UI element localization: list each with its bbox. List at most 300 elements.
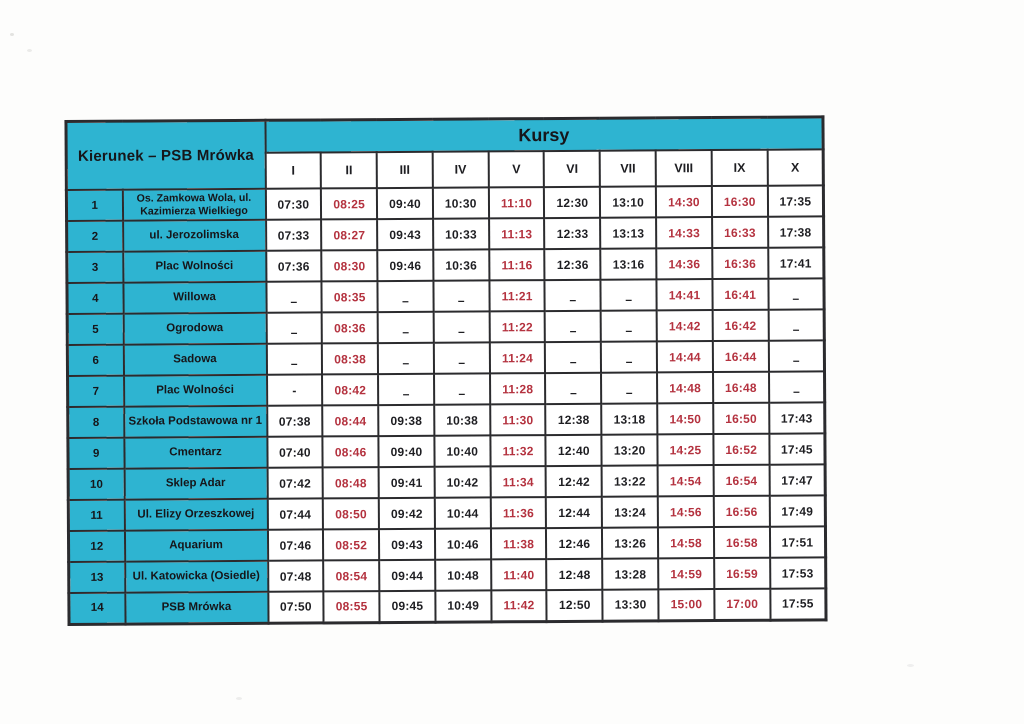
departure-time: 12:44 — [558, 505, 591, 520]
departure-time: 17:49 — [781, 503, 814, 519]
timetable-container — [64, 115, 827, 625]
time-cell — [267, 405, 323, 436]
time-cell — [714, 496, 770, 527]
time-cell — [714, 558, 770, 589]
departure-time: 13:24 — [614, 504, 646, 520]
time-cell — [267, 498, 323, 529]
no-service-cell — [545, 311, 601, 342]
time-cell — [768, 216, 824, 247]
no-service-dash: – — [402, 324, 410, 339]
departure-time: 13:18 — [613, 411, 646, 427]
time-cell — [435, 528, 491, 559]
no-service-dash: – — [402, 355, 410, 370]
time-cell — [321, 188, 377, 219]
no-service-cell — [601, 310, 657, 341]
no-service-dash: – — [569, 354, 577, 369]
table-row — [67, 340, 824, 376]
time-cell — [377, 188, 433, 219]
no-service-cell — [378, 312, 434, 343]
no-service-cell — [433, 280, 489, 311]
departure-time: 14:58 — [670, 535, 702, 550]
departure-time: 12:50 — [558, 598, 591, 613]
departure-time: 09:45 — [391, 599, 424, 614]
time-cell — [321, 219, 377, 250]
departure-time: 16:48 — [724, 380, 757, 395]
departure-time: 17:43 — [780, 410, 813, 426]
stop-name-cell: Os. Zamkowa Wola, ul. Kazimierza Wielkiego — [122, 189, 265, 221]
departure-time: 14:48 — [669, 380, 701, 395]
time-cell — [601, 403, 657, 434]
row-number-cell: 10 — [68, 469, 124, 500]
time-cell — [713, 434, 769, 465]
departure-time: 09:40 — [390, 444, 423, 459]
time-cell — [435, 559, 491, 590]
departure-time: 13:16 — [612, 256, 645, 272]
kursy-header-cell: Kursy — [265, 117, 823, 153]
no-service-cell — [266, 281, 322, 312]
time-cell — [544, 187, 600, 218]
no-service-cell — [266, 312, 322, 343]
no-service-cell — [266, 343, 322, 374]
stop-name-cell: Plac Wolności — [124, 375, 267, 407]
departure-time: 11:24 — [501, 350, 534, 365]
departure-time: 10:38 — [446, 412, 478, 428]
table-row — [68, 495, 825, 531]
time-cell — [713, 341, 769, 372]
column-header-VII: VII — [600, 150, 656, 186]
departure-time: 14:36 — [668, 256, 701, 271]
no-service-cell — [768, 278, 824, 309]
departure-time: 07:42 — [279, 476, 311, 491]
no-service-dash: – — [793, 384, 800, 399]
no-service-cell — [434, 373, 490, 404]
departure-time: 10:48 — [447, 567, 479, 583]
stop-name-cell: Sadowa — [123, 344, 266, 376]
departure-time: 16:58 — [725, 535, 758, 550]
time-cell — [489, 218, 545, 249]
departure-time: 16:44 — [724, 349, 757, 364]
table-row — [66, 185, 823, 221]
departure-time: 09:41 — [390, 475, 423, 490]
table-row — [68, 371, 825, 407]
departure-time: 11:13 — [501, 226, 533, 241]
departure-time: 16:33 — [724, 225, 756, 240]
table-row — [69, 557, 826, 593]
no-service-cell — [768, 340, 824, 371]
no-service-dash: – — [625, 323, 633, 338]
time-cell — [489, 249, 545, 280]
stop-name-cell: Cmentarz — [124, 437, 267, 469]
time-cell — [770, 557, 826, 588]
departure-time: 13:22 — [613, 473, 646, 489]
departure-time: 17:41 — [779, 255, 812, 271]
row-number-cell: 11 — [68, 500, 124, 531]
departure-time: 09:38 — [390, 413, 423, 428]
departure-time: 07:40 — [278, 445, 311, 460]
departure-time: 08:42 — [334, 382, 367, 397]
departure-time: 17:47 — [781, 472, 813, 488]
departure-time: 11:34 — [502, 474, 534, 489]
time-cell — [324, 591, 380, 622]
time-cell — [378, 405, 434, 436]
no-service-dash: – — [402, 293, 410, 308]
departure-time: 09:40 — [389, 196, 421, 211]
departure-time: 14:30 — [668, 194, 700, 209]
time-cell — [491, 559, 547, 590]
scan-speck — [236, 697, 242, 700]
departure-time: 16:59 — [726, 566, 758, 581]
departure-time: 13:20 — [613, 442, 646, 458]
time-cell — [770, 526, 826, 557]
departure-time: 08:55 — [335, 599, 368, 614]
departure-time: 07:46 — [279, 538, 312, 553]
time-cell — [322, 281, 378, 312]
departure-time: 07:48 — [279, 569, 312, 584]
table-row — [69, 588, 826, 624]
departure-time: 10:33 — [445, 226, 477, 242]
departure-time: 08:25 — [333, 196, 366, 211]
no-service-dash: – — [290, 356, 298, 371]
no-service-cell — [378, 374, 434, 405]
departure-time: 14:59 — [670, 566, 703, 581]
time-cell — [712, 217, 768, 248]
departure-time: 16:56 — [725, 504, 758, 519]
time-cell — [433, 187, 489, 218]
time-cell — [322, 374, 378, 405]
departure-time: 12:38 — [557, 412, 590, 427]
time-cell — [379, 467, 435, 498]
departure-time: 09:46 — [389, 258, 422, 273]
no-service-dash: – — [625, 292, 633, 307]
departure-time: 16:52 — [725, 442, 758, 457]
time-cell — [602, 496, 658, 527]
direction-header-cell: Kierunek – PSB Mrówka — [66, 120, 265, 190]
column-header-VI: VI — [544, 151, 600, 187]
header-row-top — [66, 117, 823, 154]
no-service-dash: – — [792, 322, 800, 337]
no-service-dash: – — [570, 385, 577, 400]
time-cell — [546, 528, 602, 559]
column-header-I: I — [265, 152, 321, 188]
time-cell — [713, 403, 769, 434]
row-number-cell: 12 — [68, 531, 124, 562]
departure-time: 11:40 — [503, 567, 535, 582]
departure-time: 11:38 — [503, 536, 535, 551]
departure-time: 16:41 — [724, 287, 757, 302]
departure-time: 10:30 — [444, 195, 477, 211]
departure-time: 08:48 — [334, 475, 367, 490]
departure-time: 10:49 — [447, 598, 480, 613]
time-cell — [435, 497, 491, 528]
time-cell — [657, 372, 713, 403]
departure-time: 17:38 — [779, 224, 812, 240]
time-cell — [490, 342, 546, 373]
time-cell — [656, 186, 712, 217]
departure-time: 11:22 — [501, 319, 533, 334]
departure-time: 10:40 — [446, 443, 479, 459]
no-service-dash: – — [458, 324, 466, 339]
time-cell — [657, 341, 713, 372]
no-service-cell — [601, 279, 657, 310]
departure-time: 09:44 — [391, 568, 424, 583]
time-cell — [490, 497, 546, 528]
departure-time: 12:46 — [558, 536, 591, 551]
time-cell — [323, 498, 379, 529]
departure-time: 13:30 — [614, 597, 647, 612]
departure-time: 16:42 — [724, 318, 757, 333]
table-row — [67, 216, 824, 252]
departure-time: 14:33 — [668, 225, 701, 240]
no-service-cell — [769, 371, 825, 402]
departure-time: 10:36 — [445, 257, 478, 273]
time-cell — [435, 590, 491, 621]
stop-name-cell: Ul. Elizy Orzeszkowej — [124, 499, 267, 531]
departure-time: 08:30 — [333, 258, 366, 273]
departure-time: 08:36 — [334, 320, 366, 335]
time-cell — [714, 527, 770, 558]
time-cell — [545, 218, 601, 249]
time-cell — [657, 279, 713, 310]
departure-time: 13:10 — [612, 194, 645, 210]
departure-time: 13:13 — [612, 225, 645, 241]
time-cell — [657, 310, 713, 341]
row-number-cell: 6 — [67, 345, 123, 376]
time-cell — [603, 589, 659, 620]
row-number-cell: 1 — [66, 190, 122, 221]
time-cell — [546, 404, 602, 435]
time-cell — [267, 436, 323, 467]
no-service-cell — [601, 372, 657, 403]
table-row — [67, 278, 824, 314]
no-service-dash: – — [792, 291, 800, 306]
scan-speck — [10, 33, 14, 36]
time-cell — [602, 527, 658, 558]
scan-speck — [27, 49, 32, 52]
departure-time: 09:42 — [390, 506, 423, 521]
departure-time: 17:35 — [779, 193, 812, 209]
no-service-cell — [434, 342, 490, 373]
time-cell — [489, 311, 545, 342]
no-service-cell — [434, 311, 490, 342]
time-cell — [379, 560, 435, 591]
time-cell — [657, 403, 713, 434]
time-cell — [267, 529, 323, 560]
departure-time: 07:36 — [277, 259, 310, 274]
time-cell — [600, 217, 656, 248]
departure-time: 11:32 — [502, 443, 534, 458]
no-service-cell — [545, 342, 601, 373]
time-cell — [491, 590, 547, 621]
no-service-dash: – — [402, 386, 410, 401]
departure-time: 12:33 — [556, 226, 589, 241]
no-service-dash: – — [569, 292, 577, 307]
stop-name-cell: Plac Wolności — [123, 251, 266, 283]
time-cell — [546, 466, 602, 497]
no-service-dash: - — [292, 383, 297, 398]
time-cell — [714, 589, 770, 620]
row-number-cell: 5 — [67, 314, 123, 345]
time-cell — [658, 589, 714, 620]
departure-time: 17:00 — [726, 597, 759, 612]
no-service-dash: – — [290, 294, 298, 309]
column-header-V: V — [488, 151, 544, 187]
time-cell — [768, 247, 824, 278]
departure-time: 17:45 — [780, 441, 813, 457]
table-row — [68, 526, 825, 562]
time-cell — [656, 217, 712, 248]
time-cell — [713, 465, 769, 496]
no-service-dash: – — [458, 355, 466, 370]
time-cell — [266, 250, 322, 281]
time-cell — [323, 405, 379, 436]
stop-name-cell: ul. Jerozolimska — [123, 220, 266, 252]
departure-time: 12:30 — [556, 195, 589, 210]
departure-time: 11:21 — [501, 288, 533, 303]
row-number-cell: 3 — [67, 252, 123, 283]
departure-time: 07:38 — [278, 414, 311, 429]
departure-time: 13:28 — [614, 566, 647, 582]
departure-time: 12:42 — [558, 474, 590, 489]
time-cell — [322, 343, 378, 374]
time-cell — [489, 280, 545, 311]
departure-time: 11:16 — [501, 257, 533, 272]
time-cell — [545, 249, 601, 280]
time-cell — [434, 435, 490, 466]
departure-time: 08:35 — [333, 289, 366, 304]
table-row — [68, 464, 825, 500]
no-service-cell — [378, 343, 434, 374]
time-cell — [770, 588, 826, 619]
column-header-VIII: VIII — [656, 150, 712, 186]
departure-time: 11:28 — [502, 381, 534, 396]
departure-time: 11:42 — [503, 598, 535, 613]
time-cell — [377, 250, 433, 281]
departure-time: 11:10 — [500, 195, 533, 210]
time-cell — [491, 528, 547, 559]
departure-time: 16:30 — [723, 194, 756, 209]
scan-speck — [907, 664, 914, 667]
stop-name-cell: Aquarium — [124, 530, 267, 562]
column-header-X: X — [767, 149, 823, 185]
departure-time: 12:48 — [558, 567, 591, 582]
departure-time: 14:41 — [668, 287, 701, 302]
time-cell — [602, 465, 658, 496]
time-cell — [377, 219, 433, 250]
time-cell — [379, 529, 435, 560]
time-cell — [602, 558, 658, 589]
row-number-cell: 9 — [68, 438, 124, 469]
time-cell — [379, 498, 435, 529]
departure-time: 12:36 — [556, 257, 589, 272]
departure-time: 16:36 — [724, 256, 757, 271]
departure-time: 10:44 — [446, 505, 479, 521]
time-cell — [546, 497, 602, 528]
time-cell — [713, 372, 769, 403]
stop-name-cell: Willowa — [123, 282, 266, 314]
time-cell — [712, 186, 768, 217]
time-cell — [768, 185, 824, 216]
no-service-dash: – — [457, 293, 465, 308]
time-cell — [769, 402, 825, 433]
stop-name-cell: Szkoła Podstawowa nr 1 — [124, 406, 267, 438]
no-service-cell — [378, 281, 434, 312]
bus-timetable — [64, 115, 827, 625]
time-cell — [323, 467, 379, 498]
departure-time: 10:42 — [446, 474, 479, 490]
time-cell — [489, 187, 545, 218]
time-cell — [323, 436, 379, 467]
departure-time: 07:33 — [277, 228, 310, 243]
departure-time: 17:53 — [781, 565, 814, 581]
departure-time: 08:54 — [335, 568, 368, 583]
time-cell — [656, 248, 712, 279]
time-cell — [546, 435, 602, 466]
row-number-cell: 2 — [67, 221, 123, 252]
time-cell — [547, 590, 603, 621]
departure-time: 14:56 — [669, 504, 702, 519]
departure-time: 17:55 — [781, 596, 814, 611]
departure-time: 08:44 — [334, 413, 367, 428]
row-number-cell: 13 — [69, 562, 125, 593]
table-row — [67, 247, 824, 283]
stop-name-cell: PSB Mrówka — [125, 592, 268, 624]
time-cell — [658, 527, 714, 558]
time-cell — [434, 404, 490, 435]
time-cell — [433, 218, 489, 249]
time-cell — [490, 404, 546, 435]
departure-time: 15:00 — [670, 597, 703, 612]
departure-time: 07:30 — [277, 197, 310, 212]
time-cell — [268, 591, 324, 622]
departure-time: 08:50 — [335, 506, 367, 521]
departure-time: 08:27 — [333, 227, 366, 242]
time-cell — [265, 188, 321, 219]
departure-time: 17:51 — [781, 534, 814, 550]
time-cell — [323, 560, 379, 591]
departure-time: 09:43 — [391, 537, 423, 552]
no-service-dash: – — [625, 354, 633, 369]
column-header-IV: IV — [433, 151, 489, 187]
departure-time: 08:52 — [335, 537, 368, 552]
row-number-cell: 7 — [68, 376, 124, 407]
time-cell — [323, 529, 379, 560]
stop-name-cell: Ul. Katowicka (Osiedle) — [125, 561, 268, 593]
table-row — [67, 309, 824, 345]
time-cell — [322, 312, 378, 343]
departure-time: 11:36 — [502, 505, 534, 520]
time-cell — [712, 248, 768, 279]
time-cell — [658, 496, 714, 527]
row-number-cell: 4 — [67, 283, 123, 314]
time-cell — [268, 560, 324, 591]
no-service-dash: – — [569, 323, 577, 338]
time-cell — [379, 591, 435, 622]
table-row — [68, 402, 825, 438]
time-cell — [490, 373, 546, 404]
no-service-dash: – — [792, 353, 800, 368]
departure-time: 14:50 — [669, 411, 702, 426]
no-service-dash: – — [290, 325, 298, 340]
time-cell — [658, 558, 714, 589]
time-cell — [434, 466, 490, 497]
departure-time: 16:54 — [725, 473, 758, 488]
time-cell — [658, 465, 714, 496]
departure-time: 13:26 — [614, 535, 647, 551]
no-service-dash: – — [625, 385, 633, 400]
departure-time: 09:43 — [389, 227, 422, 242]
no-service-cell — [545, 280, 601, 311]
no-service-cell — [545, 373, 601, 404]
